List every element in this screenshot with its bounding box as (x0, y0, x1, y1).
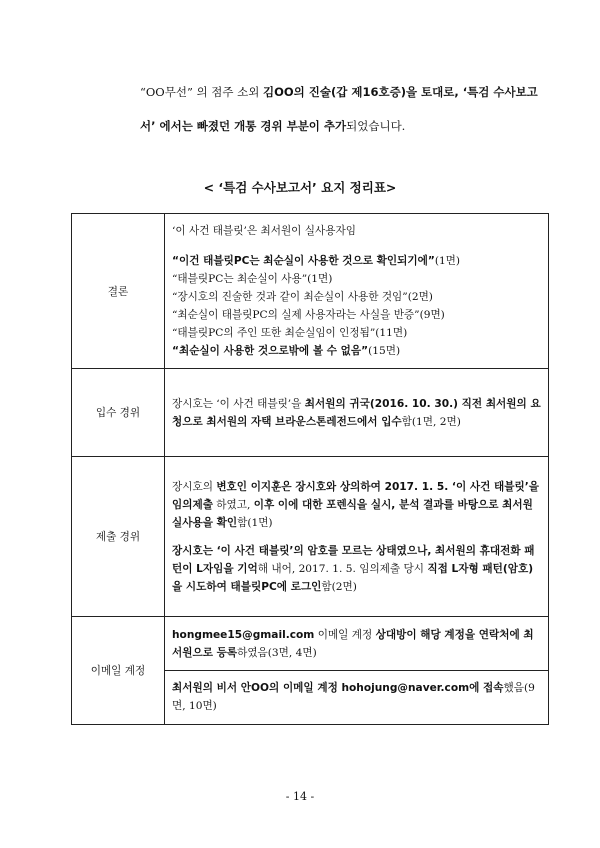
email-entry-1: hongmee15@gmail.com 이메일 계정 상대방이 해당 계정을 연락처에 최서원으로 등록하였음(3면, 4면) (165, 618, 548, 671)
summary-table (71, 213, 549, 725)
conclusion-quote: “태블릿PC는 최순실이 사용”(1면) (172, 273, 333, 285)
conclusion-quote: “태블릿PC의 주인 또한 최순실임이 인정됨”(11면) (172, 327, 408, 339)
row-label-email: 이메일 계정 (72, 617, 165, 725)
row-label-conclusion: 결론 (72, 214, 165, 369)
intro-line-2 (140, 116, 600, 136)
row-label-submission: 제출 경위 (72, 457, 165, 617)
intro-emphasis: 서’ 에서는 빠졌던 개통 경위 부분이 추가 (140, 119, 347, 133)
intro-text: 되었습니다. (346, 119, 406, 133)
table-row-acquisition (72, 369, 549, 457)
page-number: - 14 - (285, 790, 315, 803)
email-entry-2: 최서원의 비서 안OO의 이메일 계정 hohojung@naver.com에 접속했음(9면, 10면) (172, 682, 535, 712)
table-row-submission (72, 457, 549, 617)
row-label-acquisition: 입수 경위 (72, 369, 165, 457)
acquisition-text: 장시호는 ‘이 사건 태블릿’을 최서원의 귀국(2016. 10. 30.) 직전 최서원의 요청으로 최서원의 자택 브라운스톤레전드에서 입수함(1면, 2면) (172, 397, 541, 428)
row-content-acquisition (165, 369, 549, 457)
submission-paragraph-1: 장시호의 변호인 이지훈은 장시호와 상의하여 2017. 1. 5. ‘이 사건 태블릿’을 임의제출 하였고, 이후 이에 대한 포렌식을 실시, 분석 결과를 바탕으로 최서원 실사용을 확인함(1면) (172, 480, 539, 529)
table-title: < ‘특검 수사보고서’ 요지 정리표> (203, 180, 397, 195)
row-content-email (165, 617, 549, 725)
table-row-conclusion (72, 214, 549, 369)
row-content-submission (165, 457, 549, 617)
intro-text: “OO무선” 의 점주 소외 (140, 85, 263, 99)
conclusion-quote: “최순실이 태블릿PC의 실제 사용자라는 사실을 반증”(9면) (172, 309, 445, 321)
intro-emphasis: 김OO의 진술(갑 제16호증)을 토대로, ‘특검 수사보고 (263, 85, 538, 99)
intro-line-1 (140, 82, 600, 102)
submission-paragraph-2: 장시호는 ‘이 사건 태블릿’의 암호를 모르는 상태였으나, 최서원의 휴대전화 패턴이 L자임을 기억해 내어, 2017. 1. 5. 임의제출 당시 직접 L자형 패턴(암호)을 시도하여 태블릿PC에 로그인함(2면) (172, 544, 535, 593)
conclusion-quote: “이건 태블릿PC는 최순실이 사용한 것으로 확인되기에”(1면) (172, 255, 461, 267)
conclusion-summary: ‘이 사건 태블릿’은 최서원이 실사용자임 (172, 225, 356, 237)
conclusion-quote: “장시호의 진술한 것과 같이 최순실이 사용한 것임”(2면) (172, 291, 433, 303)
row-content-conclusion (165, 214, 549, 369)
table-row-email (72, 617, 549, 725)
conclusion-quote: “최순실이 사용한 것으로밖에 볼 수 없음”(15면) (172, 345, 401, 357)
